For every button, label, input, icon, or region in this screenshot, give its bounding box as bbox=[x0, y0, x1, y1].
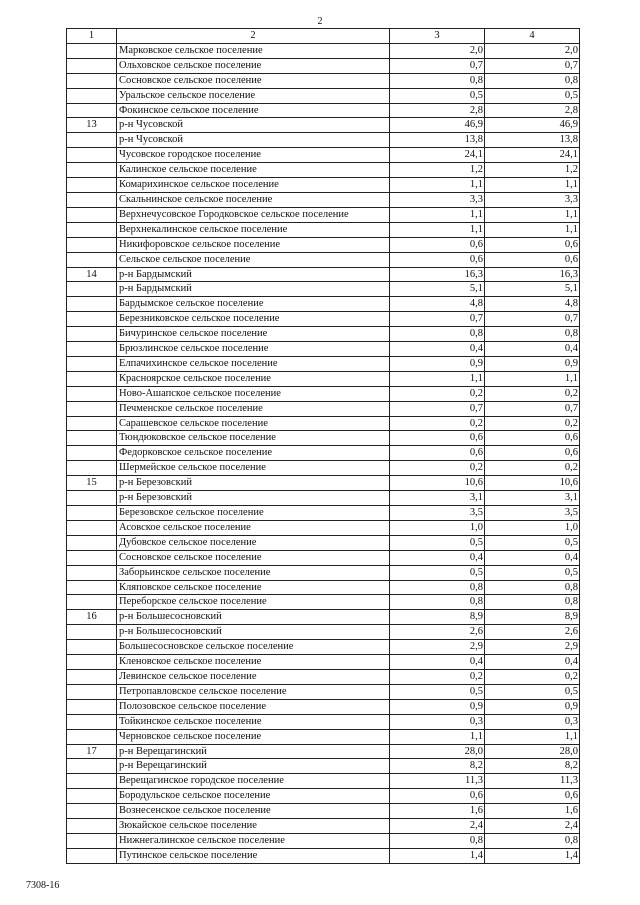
data-table bbox=[66, 28, 580, 864]
value-col3-cell: 10,6 bbox=[390, 476, 485, 491]
table-row bbox=[67, 342, 580, 357]
territory-name-cell: Фокинское сельское поселение bbox=[117, 103, 390, 118]
table-row bbox=[67, 88, 580, 103]
row-number-cell bbox=[67, 535, 117, 550]
row-number-cell: 15 bbox=[67, 476, 117, 491]
value-col4-cell: 8,2 bbox=[485, 759, 580, 774]
value-col4-cell: 1,0 bbox=[485, 520, 580, 535]
table-row bbox=[67, 43, 580, 58]
row-number-cell bbox=[67, 789, 117, 804]
row-number-cell bbox=[67, 625, 117, 640]
territory-name-cell: Березовское сельское поселение bbox=[117, 506, 390, 521]
row-number-cell bbox=[67, 148, 117, 163]
territory-name-cell: Федорковское сельское поселение bbox=[117, 446, 390, 461]
table-row bbox=[67, 476, 580, 491]
value-col4-cell: 0,6 bbox=[485, 789, 580, 804]
value-col3-cell: 0,9 bbox=[390, 356, 485, 371]
table-row bbox=[67, 833, 580, 848]
table-row bbox=[67, 312, 580, 327]
table-row bbox=[67, 431, 580, 446]
value-col4-cell: 1,1 bbox=[485, 729, 580, 744]
territory-name-cell: р-н Березовский bbox=[117, 491, 390, 506]
territory-name-cell: Бардымское сельское поселение bbox=[117, 297, 390, 312]
value-col4-cell: 3,1 bbox=[485, 491, 580, 506]
territory-name-cell: р-н Бардымский bbox=[117, 267, 390, 282]
value-col4-cell: 0,2 bbox=[485, 386, 580, 401]
territory-name-cell: Большесосновское сельское поселение bbox=[117, 640, 390, 655]
header-cell-4: 4 bbox=[485, 29, 580, 44]
row-number-cell: 16 bbox=[67, 610, 117, 625]
value-col3-cell: 0,7 bbox=[390, 58, 485, 73]
row-number-cell bbox=[67, 58, 117, 73]
territory-name-cell: р-н Верещагинский bbox=[117, 744, 390, 759]
territory-name-cell: р-н Бардымский bbox=[117, 282, 390, 297]
value-col3-cell: 0,6 bbox=[390, 431, 485, 446]
territory-name-cell: Шермейское сельское поселение bbox=[117, 461, 390, 476]
document-code: 7308-16 bbox=[26, 880, 60, 891]
territory-name-cell: Елпачихинское сельское поселение bbox=[117, 356, 390, 371]
value-col3-cell: 0,9 bbox=[390, 699, 485, 714]
row-number-cell bbox=[67, 133, 117, 148]
value-col4-cell: 1,1 bbox=[485, 207, 580, 222]
territory-name-cell: Заборьинское сельское поселение bbox=[117, 565, 390, 580]
row-number-cell bbox=[67, 282, 117, 297]
row-number-cell bbox=[67, 356, 117, 371]
value-col4-cell: 2,8 bbox=[485, 103, 580, 118]
territory-name-cell: Калинское сельское поселение bbox=[117, 163, 390, 178]
row-number-cell bbox=[67, 565, 117, 580]
territory-name-cell: Скальнинское сельское поселение bbox=[117, 192, 390, 207]
row-number-cell bbox=[67, 342, 117, 357]
value-col4-cell: 0,4 bbox=[485, 342, 580, 357]
table-row bbox=[67, 401, 580, 416]
value-col3-cell: 1,1 bbox=[390, 207, 485, 222]
value-col3-cell: 0,5 bbox=[390, 535, 485, 550]
value-col3-cell: 0,5 bbox=[390, 88, 485, 103]
value-col4-cell: 0,7 bbox=[485, 401, 580, 416]
territory-name-cell: Левинское сельское поселение bbox=[117, 669, 390, 684]
table-row bbox=[67, 714, 580, 729]
territory-name-cell: Вознесенское сельское поселение bbox=[117, 804, 390, 819]
row-number-cell bbox=[67, 669, 117, 684]
table-row bbox=[67, 192, 580, 207]
value-col4-cell: 0,8 bbox=[485, 595, 580, 610]
value-col4-cell: 3,5 bbox=[485, 506, 580, 521]
row-number-cell bbox=[67, 401, 117, 416]
header-cell-1: 1 bbox=[67, 29, 117, 44]
row-number-cell bbox=[67, 506, 117, 521]
territory-name-cell: Полозовское сельское поселение bbox=[117, 699, 390, 714]
value-col4-cell: 2,6 bbox=[485, 625, 580, 640]
value-col4-cell: 0,6 bbox=[485, 252, 580, 267]
value-col3-cell: 0,3 bbox=[390, 714, 485, 729]
territory-name-cell: Верещагинское городское поселение bbox=[117, 774, 390, 789]
value-col4-cell: 0,6 bbox=[485, 237, 580, 252]
table-row bbox=[67, 386, 580, 401]
table-row bbox=[67, 267, 580, 282]
row-number-cell bbox=[67, 655, 117, 670]
territory-name-cell: Сарашевское сельское поселение bbox=[117, 416, 390, 431]
territory-name-cell: Переборское сельское поселение bbox=[117, 595, 390, 610]
value-col3-cell: 1,4 bbox=[390, 848, 485, 863]
row-number-cell bbox=[67, 207, 117, 222]
row-number-cell bbox=[67, 178, 117, 193]
value-col3-cell: 0,6 bbox=[390, 237, 485, 252]
value-col3-cell: 0,2 bbox=[390, 669, 485, 684]
value-col4-cell: 24,1 bbox=[485, 148, 580, 163]
value-col4-cell: 0,4 bbox=[485, 655, 580, 670]
table-row bbox=[67, 580, 580, 595]
value-col3-cell: 28,0 bbox=[390, 744, 485, 759]
territory-name-cell: Марковское сельское поселение bbox=[117, 43, 390, 58]
table-row bbox=[67, 848, 580, 863]
row-number-cell bbox=[67, 714, 117, 729]
value-col4-cell: 1,2 bbox=[485, 163, 580, 178]
value-col3-cell: 1,1 bbox=[390, 178, 485, 193]
row-number-cell bbox=[67, 848, 117, 863]
value-col4-cell: 8,9 bbox=[485, 610, 580, 625]
value-col4-cell: 4,8 bbox=[485, 297, 580, 312]
value-col4-cell: 0,7 bbox=[485, 58, 580, 73]
table-row bbox=[67, 222, 580, 237]
value-col3-cell: 2,8 bbox=[390, 103, 485, 118]
table-body bbox=[67, 43, 580, 863]
table-row bbox=[67, 759, 580, 774]
row-number-cell bbox=[67, 446, 117, 461]
table-row bbox=[67, 729, 580, 744]
value-col3-cell: 0,8 bbox=[390, 833, 485, 848]
value-col4-cell: 16,3 bbox=[485, 267, 580, 282]
table-row bbox=[67, 610, 580, 625]
territory-name-cell: Нижнегалинское сельское поселение bbox=[117, 833, 390, 848]
value-col3-cell: 3,5 bbox=[390, 506, 485, 521]
value-col3-cell: 3,3 bbox=[390, 192, 485, 207]
table-row bbox=[67, 684, 580, 699]
header-cell-3: 3 bbox=[390, 29, 485, 44]
value-col4-cell: 0,8 bbox=[485, 833, 580, 848]
table-row bbox=[67, 744, 580, 759]
territory-name-cell: Путинское сельское поселение bbox=[117, 848, 390, 863]
row-number-cell bbox=[67, 819, 117, 834]
table-row bbox=[67, 506, 580, 521]
value-col4-cell: 0,6 bbox=[485, 446, 580, 461]
value-col3-cell: 2,9 bbox=[390, 640, 485, 655]
table-row bbox=[67, 699, 580, 714]
territory-name-cell: Кляповское сельское поселение bbox=[117, 580, 390, 595]
row-number-cell bbox=[67, 73, 117, 88]
territory-name-cell: Верхнечусовское Городковское сельское поселение bbox=[117, 207, 390, 222]
table-row bbox=[67, 163, 580, 178]
value-col4-cell: 0,9 bbox=[485, 699, 580, 714]
row-number-cell bbox=[67, 222, 117, 237]
value-col3-cell: 0,7 bbox=[390, 401, 485, 416]
row-number-cell bbox=[67, 237, 117, 252]
value-col3-cell: 0,8 bbox=[390, 73, 485, 88]
value-col4-cell: 3,3 bbox=[485, 192, 580, 207]
value-col4-cell: 0,8 bbox=[485, 580, 580, 595]
territory-name-cell: Бичуринское сельское поселение bbox=[117, 327, 390, 342]
row-number-cell bbox=[67, 386, 117, 401]
value-col3-cell: 13,8 bbox=[390, 133, 485, 148]
value-col4-cell: 0,5 bbox=[485, 565, 580, 580]
row-number-cell bbox=[67, 833, 117, 848]
table-row bbox=[67, 789, 580, 804]
row-number-cell bbox=[67, 88, 117, 103]
row-number-cell bbox=[67, 431, 117, 446]
value-col4-cell: 0,8 bbox=[485, 73, 580, 88]
territory-name-cell: р-н Чусовской bbox=[117, 133, 390, 148]
table-row bbox=[67, 73, 580, 88]
table-row bbox=[67, 356, 580, 371]
value-col4-cell: 2,0 bbox=[485, 43, 580, 58]
territory-name-cell: Ново-Ашапское сельское поселение bbox=[117, 386, 390, 401]
table-row bbox=[67, 804, 580, 819]
row-number-cell bbox=[67, 297, 117, 312]
table-row bbox=[67, 297, 580, 312]
table-row bbox=[67, 282, 580, 297]
territory-name-cell: Петропавловское сельское поселение bbox=[117, 684, 390, 699]
value-col4-cell: 0,9 bbox=[485, 356, 580, 371]
value-col3-cell: 11,3 bbox=[390, 774, 485, 789]
row-number-cell bbox=[67, 163, 117, 178]
value-col4-cell: 2,9 bbox=[485, 640, 580, 655]
table-row bbox=[67, 774, 580, 789]
territory-name-cell: Зюкайское сельское поселение bbox=[117, 819, 390, 834]
territory-name-cell: Асовское сельское поселение bbox=[117, 520, 390, 535]
row-number-cell bbox=[67, 192, 117, 207]
table-row bbox=[67, 520, 580, 535]
table-row bbox=[67, 669, 580, 684]
territory-name-cell: р-н Березовский bbox=[117, 476, 390, 491]
value-col4-cell: 0,5 bbox=[485, 684, 580, 699]
header-row bbox=[67, 29, 580, 44]
value-col4-cell: 1,1 bbox=[485, 222, 580, 237]
territory-name-cell: Сосновское сельское поселение bbox=[117, 73, 390, 88]
value-col3-cell: 0,6 bbox=[390, 446, 485, 461]
value-col4-cell: 10,6 bbox=[485, 476, 580, 491]
value-col4-cell: 0,8 bbox=[485, 327, 580, 342]
row-number-cell bbox=[67, 520, 117, 535]
row-number-cell bbox=[67, 550, 117, 565]
table-row bbox=[67, 655, 580, 670]
value-col4-cell: 0,5 bbox=[485, 88, 580, 103]
territory-name-cell: Черновское сельское поселение bbox=[117, 729, 390, 744]
value-col3-cell: 16,3 bbox=[390, 267, 485, 282]
row-number-cell bbox=[67, 312, 117, 327]
row-number-cell bbox=[67, 43, 117, 58]
value-col3-cell: 1,1 bbox=[390, 222, 485, 237]
value-col4-cell: 0,2 bbox=[485, 416, 580, 431]
value-col3-cell: 0,8 bbox=[390, 595, 485, 610]
territory-name-cell: р-н Большесосновский bbox=[117, 625, 390, 640]
value-col3-cell: 0,8 bbox=[390, 580, 485, 595]
table-row bbox=[67, 491, 580, 506]
table-row bbox=[67, 103, 580, 118]
row-number-cell: 17 bbox=[67, 744, 117, 759]
value-col3-cell: 8,2 bbox=[390, 759, 485, 774]
table-row bbox=[67, 237, 580, 252]
row-number-cell bbox=[67, 491, 117, 506]
territory-name-cell: Кленовское сельское поселение bbox=[117, 655, 390, 670]
row-number-cell bbox=[67, 774, 117, 789]
value-col4-cell: 2,4 bbox=[485, 819, 580, 834]
value-col3-cell: 1,1 bbox=[390, 371, 485, 386]
row-number-cell bbox=[67, 580, 117, 595]
value-col3-cell: 0,5 bbox=[390, 684, 485, 699]
territory-name-cell: Тойкинское сельское поселение bbox=[117, 714, 390, 729]
territory-name-cell: р-н Верещагинский bbox=[117, 759, 390, 774]
table-row bbox=[67, 148, 580, 163]
table-row bbox=[67, 252, 580, 267]
table-row bbox=[67, 640, 580, 655]
row-number-cell bbox=[67, 595, 117, 610]
row-number-cell bbox=[67, 640, 117, 655]
value-col4-cell: 1,1 bbox=[485, 371, 580, 386]
value-col4-cell: 1,6 bbox=[485, 804, 580, 819]
value-col3-cell: 0,5 bbox=[390, 565, 485, 580]
territory-name-cell: Брюзлинское сельское поселение bbox=[117, 342, 390, 357]
value-col3-cell: 0,2 bbox=[390, 386, 485, 401]
value-col3-cell: 24,1 bbox=[390, 148, 485, 163]
table-row bbox=[67, 535, 580, 550]
value-col4-cell: 0,7 bbox=[485, 312, 580, 327]
table-row bbox=[67, 595, 580, 610]
territory-name-cell: Тюндюковское сельское поселение bbox=[117, 431, 390, 446]
table-row bbox=[67, 550, 580, 565]
row-number-cell bbox=[67, 699, 117, 714]
value-col3-cell: 0,6 bbox=[390, 252, 485, 267]
value-col4-cell: 1,4 bbox=[485, 848, 580, 863]
value-col4-cell: 0,3 bbox=[485, 714, 580, 729]
value-col3-cell: 5,1 bbox=[390, 282, 485, 297]
table-row bbox=[67, 565, 580, 580]
row-number-cell bbox=[67, 759, 117, 774]
row-number-cell bbox=[67, 327, 117, 342]
value-col3-cell: 2,4 bbox=[390, 819, 485, 834]
value-col4-cell: 0,5 bbox=[485, 535, 580, 550]
row-number-cell bbox=[67, 804, 117, 819]
territory-name-cell: р-н Чусовской bbox=[117, 118, 390, 133]
territory-name-cell: Дубовское сельское поселение bbox=[117, 535, 390, 550]
value-col3-cell: 0,6 bbox=[390, 789, 485, 804]
table-row bbox=[67, 327, 580, 342]
row-number-cell bbox=[67, 416, 117, 431]
table-row bbox=[67, 133, 580, 148]
territory-name-cell: Никифоровское сельское поселение bbox=[117, 237, 390, 252]
value-col4-cell: 0,2 bbox=[485, 461, 580, 476]
territory-name-cell: Сельское сельское поселение bbox=[117, 252, 390, 267]
value-col3-cell: 1,0 bbox=[390, 520, 485, 535]
territory-name-cell: Печменское сельское поселение bbox=[117, 401, 390, 416]
territory-name-cell: Березниковское сельское поселение bbox=[117, 312, 390, 327]
value-col4-cell: 0,6 bbox=[485, 431, 580, 446]
value-col3-cell: 2,0 bbox=[390, 43, 485, 58]
value-col3-cell: 0,4 bbox=[390, 550, 485, 565]
value-col3-cell: 2,6 bbox=[390, 625, 485, 640]
territory-name-cell: Красноярское сельское поселение bbox=[117, 371, 390, 386]
table-row bbox=[67, 118, 580, 133]
value-col3-cell: 1,1 bbox=[390, 729, 485, 744]
value-col3-cell: 0,2 bbox=[390, 416, 485, 431]
table-row bbox=[67, 58, 580, 73]
row-number-cell bbox=[67, 684, 117, 699]
table-row bbox=[67, 371, 580, 386]
territory-name-cell: Верхнекалинское сельское поселение bbox=[117, 222, 390, 237]
header-cell-2: 2 bbox=[117, 29, 390, 44]
value-col4-cell: 13,8 bbox=[485, 133, 580, 148]
row-number-cell bbox=[67, 371, 117, 386]
table-row bbox=[67, 416, 580, 431]
row-number-cell bbox=[67, 103, 117, 118]
value-col3-cell: 0,7 bbox=[390, 312, 485, 327]
territory-name-cell: Комарихинское сельское поселение bbox=[117, 178, 390, 193]
value-col3-cell: 0,8 bbox=[390, 327, 485, 342]
page-number: 2 bbox=[317, 16, 323, 27]
value-col4-cell: 5,1 bbox=[485, 282, 580, 297]
row-number-cell bbox=[67, 461, 117, 476]
value-col4-cell: 1,1 bbox=[485, 178, 580, 193]
value-col3-cell: 0,2 bbox=[390, 461, 485, 476]
row-number-cell bbox=[67, 252, 117, 267]
value-col3-cell: 0,4 bbox=[390, 655, 485, 670]
table-row bbox=[67, 446, 580, 461]
row-number-cell: 14 bbox=[67, 267, 117, 282]
territory-name-cell: Сосновское сельское поселение bbox=[117, 550, 390, 565]
table-row bbox=[67, 207, 580, 222]
table-row bbox=[67, 178, 580, 193]
table-row bbox=[67, 625, 580, 640]
value-col3-cell: 4,8 bbox=[390, 297, 485, 312]
value-col4-cell: 46,9 bbox=[485, 118, 580, 133]
territory-name-cell: р-н Большесосновский bbox=[117, 610, 390, 625]
value-col4-cell: 28,0 bbox=[485, 744, 580, 759]
value-col4-cell: 0,4 bbox=[485, 550, 580, 565]
value-col3-cell: 1,2 bbox=[390, 163, 485, 178]
table-row bbox=[67, 461, 580, 476]
row-number-cell bbox=[67, 729, 117, 744]
territory-name-cell: Чусовское городское поселение bbox=[117, 148, 390, 163]
value-col4-cell: 0,2 bbox=[485, 669, 580, 684]
value-col3-cell: 0,4 bbox=[390, 342, 485, 357]
territory-name-cell: Ольховское сельское поселение bbox=[117, 58, 390, 73]
value-col3-cell: 46,9 bbox=[390, 118, 485, 133]
territory-name-cell: Уральское сельское поселение bbox=[117, 88, 390, 103]
table-row bbox=[67, 819, 580, 834]
row-number-cell: 13 bbox=[67, 118, 117, 133]
value-col3-cell: 8,9 bbox=[390, 610, 485, 625]
value-col3-cell: 1,6 bbox=[390, 804, 485, 819]
value-col4-cell: 11,3 bbox=[485, 774, 580, 789]
value-col3-cell: 3,1 bbox=[390, 491, 485, 506]
table-header bbox=[67, 29, 580, 44]
territory-name-cell: Бородульское сельское поселение bbox=[117, 789, 390, 804]
